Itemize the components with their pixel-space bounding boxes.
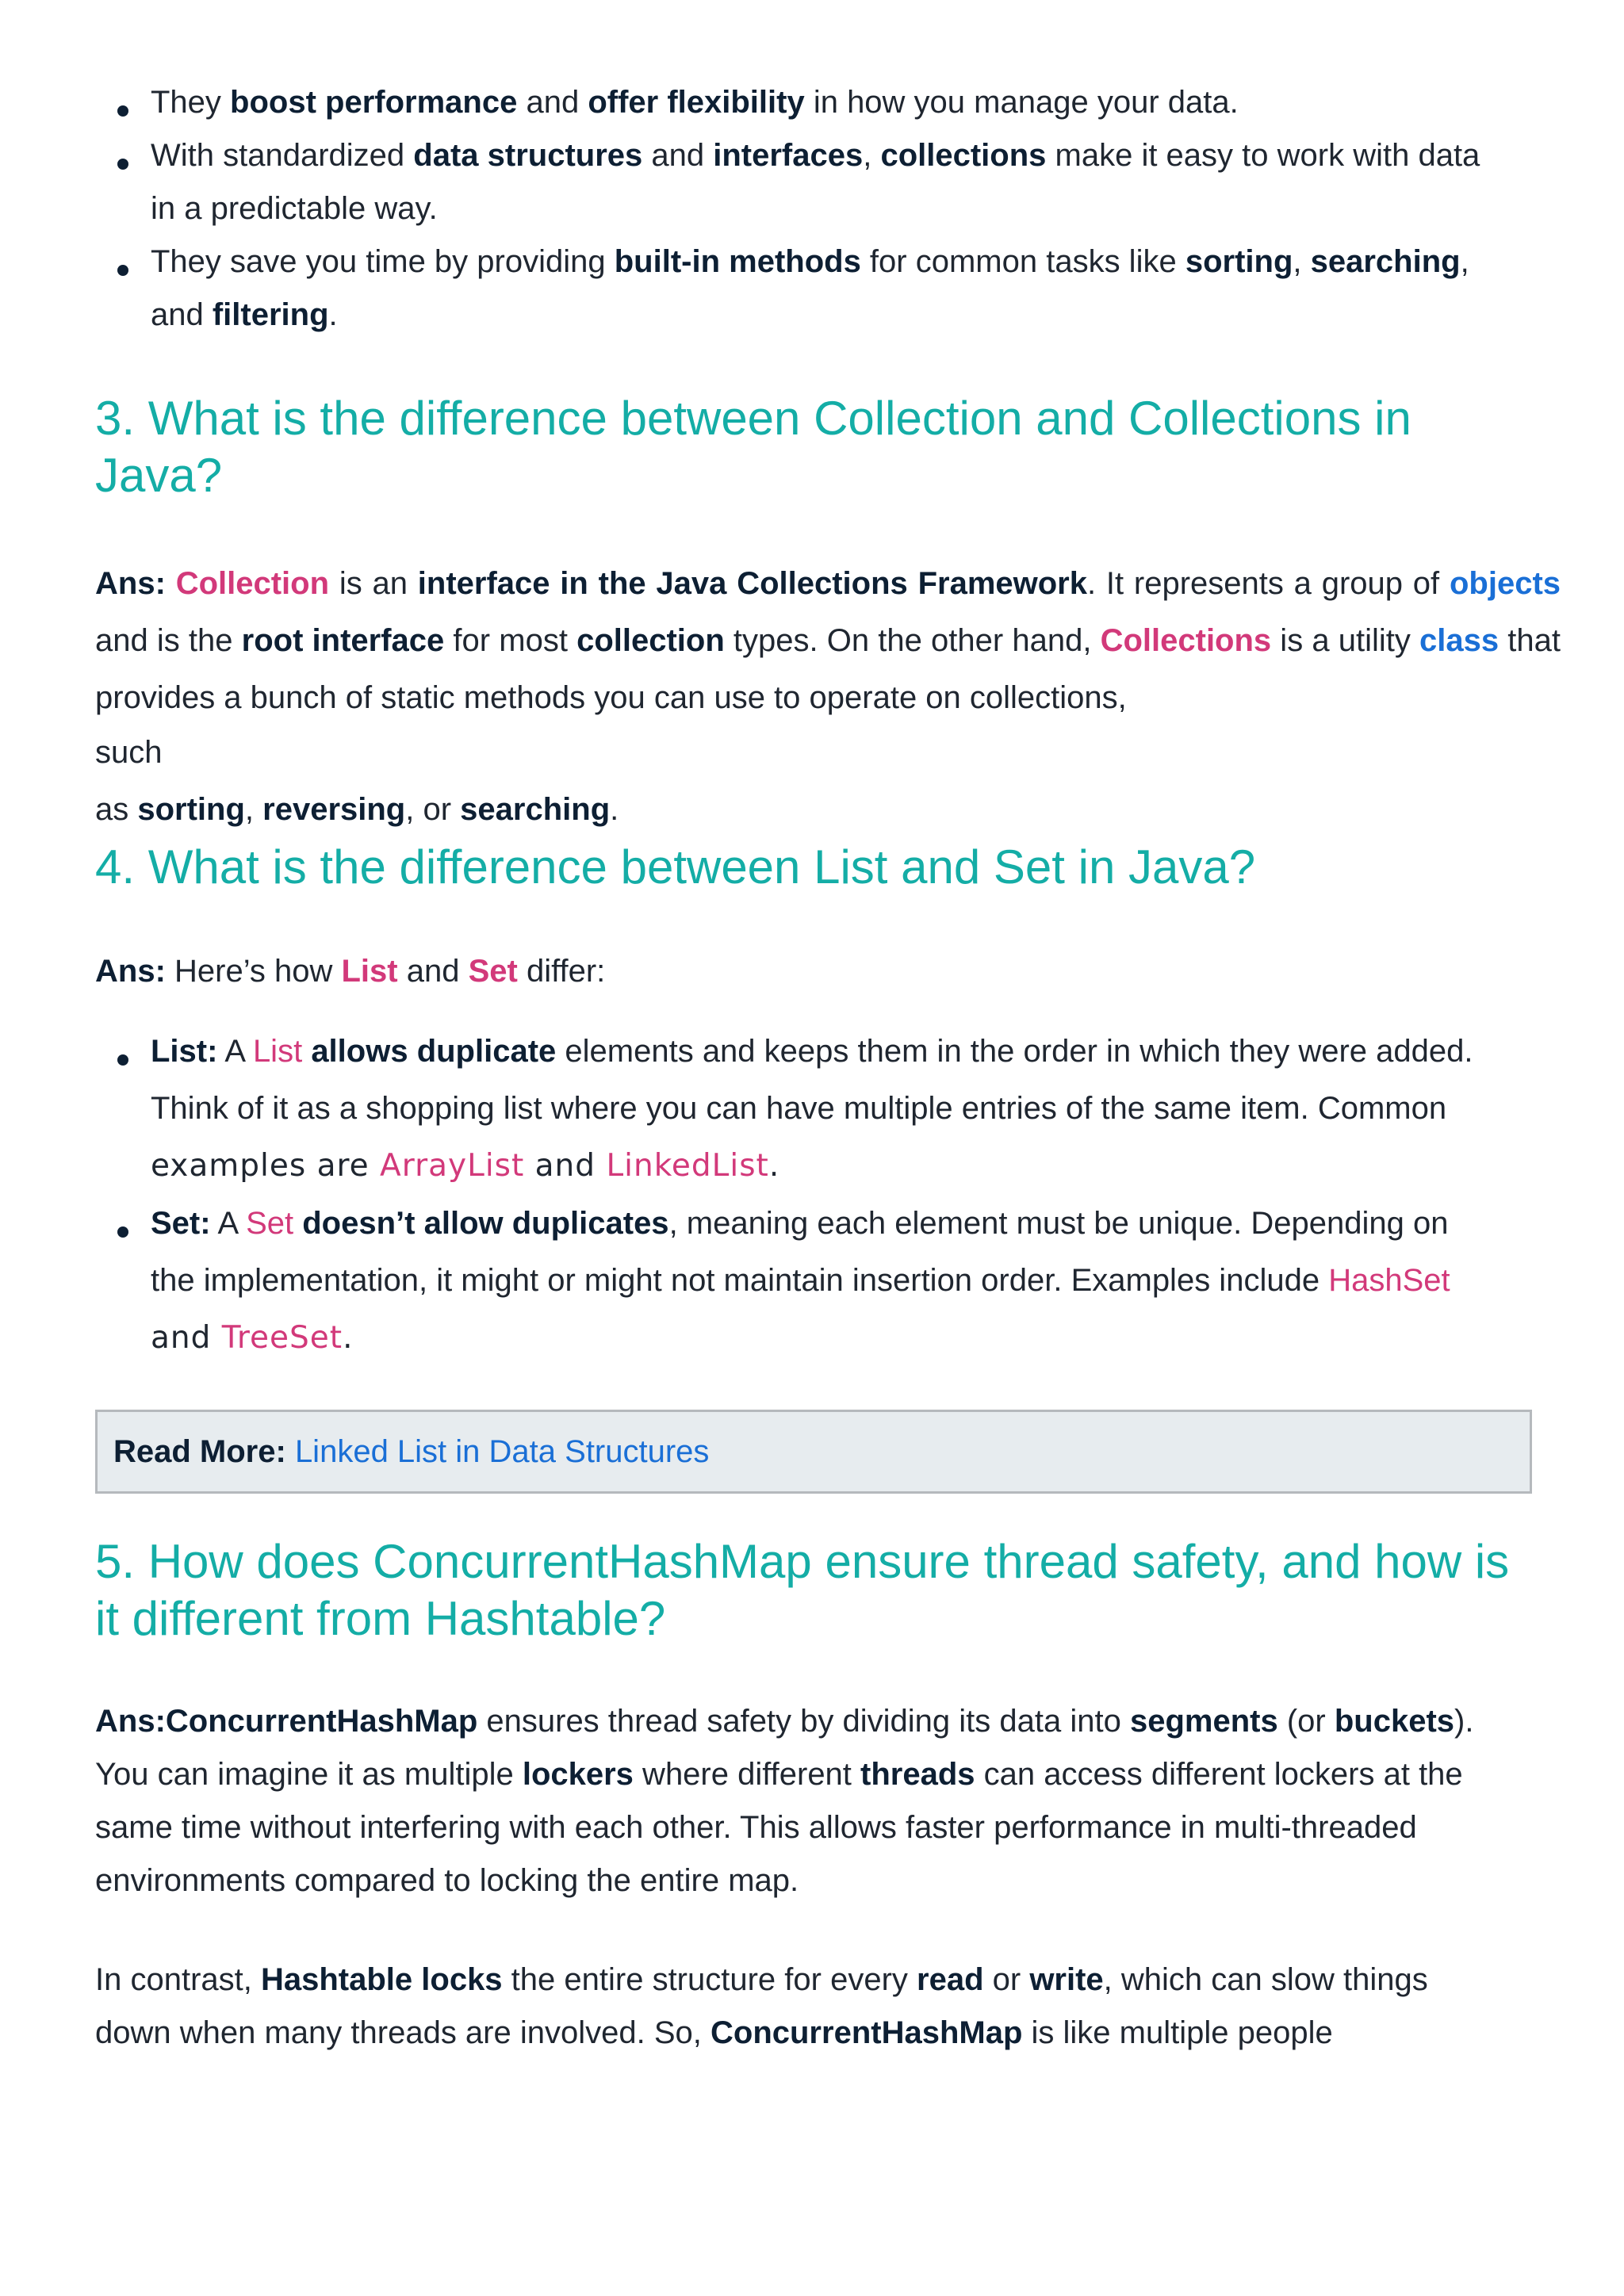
text: same time without interfering with each other. This allows faster performance in multi-threaded <box>95 1810 1417 1845</box>
bold-text: doesn’t allow duplicates <box>302 1206 669 1241</box>
text: A <box>217 1034 253 1069</box>
highlight-term: objects <box>1449 566 1561 601</box>
text: , meaning each element must be unique. Depending on <box>668 1206 1449 1241</box>
text: , <box>1293 244 1311 279</box>
answer-label: Ans: <box>95 954 166 989</box>
benefits-list <box>95 76 1561 342</box>
section-heading-q3 <box>95 390 1561 504</box>
heading-line: 5. How does ConcurrentHashMap ensure thread safety, and how is <box>95 1535 1510 1588</box>
text: A <box>210 1206 247 1241</box>
bold-text: threads <box>860 1757 975 1792</box>
heading-line: 3. What is the difference between Collection and Collections in <box>95 392 1411 445</box>
text: and is the <box>95 623 242 658</box>
highlight-term: List <box>252 1034 303 1069</box>
text: You can imagine it as multiple <box>95 1757 523 1792</box>
text: and <box>642 138 714 173</box>
bold-text: root interface <box>241 623 445 658</box>
text: the implementation, it might or might not maintain insertion order. Examples include <box>151 1263 1329 1298</box>
highlight-term: class <box>1419 623 1500 658</box>
text: for common tasks like <box>860 244 1185 279</box>
text: Here’s how <box>165 954 342 989</box>
bold-text: buckets <box>1334 1704 1455 1739</box>
highlight-term: Set <box>246 1206 294 1241</box>
bold-text: Hashtable locks <box>260 1962 503 1997</box>
text: . <box>610 792 619 827</box>
list-item <box>95 129 1561 235</box>
section-heading-q5 <box>95 1533 1561 1647</box>
text: , or <box>405 792 461 827</box>
text: They <box>151 85 231 120</box>
text: In contrast, <box>95 1962 261 1997</box>
text: and <box>151 1320 222 1356</box>
text: . <box>768 1148 780 1184</box>
bold-text: Ans:ConcurrentHashMap <box>95 1704 478 1739</box>
heading-line: Java? <box>95 449 223 502</box>
text <box>302 1034 311 1069</box>
text: examples are <box>151 1148 381 1184</box>
text: , <box>244 792 263 827</box>
bold-text: allows duplicate <box>311 1034 557 1069</box>
bullet-icon <box>117 1226 128 1238</box>
highlight-term: List <box>341 954 398 989</box>
text: With standardized <box>151 138 414 173</box>
highlight-term: Collection <box>175 566 330 601</box>
bold-text: lockers <box>522 1757 634 1792</box>
text: and <box>524 1148 607 1184</box>
item-label: List: <box>151 1034 218 1069</box>
read-more-link[interactable]: Linked List in Data Structures <box>294 1434 710 1469</box>
bold-text: read <box>917 1962 984 1997</box>
highlight-term: ArrayList <box>380 1148 525 1184</box>
item-label: Set: <box>151 1206 211 1241</box>
q3-answer-tail <box>95 724 1561 838</box>
bold-text: segments <box>1129 1704 1278 1739</box>
list-vs-set-list <box>95 1023 1561 1367</box>
text: environments compared to locking the entire map. <box>95 1863 799 1898</box>
examples-line <box>151 1320 354 1356</box>
heading-line: it different from Hashtable? <box>95 1592 666 1645</box>
bold-text: interfaces <box>713 138 864 173</box>
text: ensures thread safety by dividing its data into <box>477 1704 1130 1739</box>
bold-text: filtering <box>212 297 329 332</box>
text: as <box>95 792 138 827</box>
bold-text: write <box>1029 1962 1104 1997</box>
text: in how you manage your data. <box>804 85 1239 120</box>
text: ). <box>1454 1704 1474 1739</box>
text <box>293 1206 302 1241</box>
q5-answer-paragraph <box>95 1695 1561 1908</box>
text: is an <box>329 566 418 601</box>
text: make it easy to work with data <box>1046 138 1480 173</box>
text: . <box>328 297 338 332</box>
text: is a <box>1271 623 1330 658</box>
bold-text: searching <box>460 792 611 827</box>
list-item <box>95 235 1561 342</box>
bullet-icon <box>117 105 128 117</box>
bold-text: built-in methods <box>614 244 861 279</box>
text: that provides a bunch of static methods you can use to operate on collections, <box>95 623 1561 715</box>
highlight-term: Collections <box>1100 623 1272 658</box>
section-heading-q4 <box>95 839 1561 896</box>
text: and <box>397 954 469 989</box>
highlight-term: LinkedList <box>606 1148 769 1184</box>
text: such <box>95 735 163 770</box>
bold-text: boost performance <box>230 85 518 120</box>
text: the entire structure for every <box>502 1962 917 1997</box>
text: types. On the other hand, <box>724 623 1101 658</box>
text: in a predictable way. <box>151 191 438 226</box>
text: and <box>151 297 213 332</box>
heading-line: 4. What is the difference between List and Set in Java? <box>95 840 1256 894</box>
text: . It represents a group of <box>1087 566 1440 601</box>
bold-text: collection <box>576 623 725 658</box>
text: Think of it as a shopping list where you can have multiple entries of the same item. Common <box>151 1091 1447 1126</box>
text: elements and keeps them in the order in which they were added. <box>556 1034 1473 1069</box>
highlight-term: TreeSet <box>221 1320 343 1356</box>
text: . <box>343 1320 354 1356</box>
text: down when many threads are involved. So, <box>95 2015 710 2050</box>
answer-label: Ans: <box>95 566 166 601</box>
text: for most <box>444 623 577 658</box>
bold-text: offer flexibility <box>588 85 805 120</box>
examples-line <box>151 1148 779 1184</box>
highlight-term: Set <box>468 954 518 989</box>
q4-intro <box>95 945 1561 998</box>
text: or <box>983 1962 1030 1997</box>
text: (or <box>1277 1704 1335 1739</box>
text: utility <box>1338 623 1420 658</box>
text: They save you time by providing <box>151 244 615 279</box>
bold-text: sorting <box>137 792 245 827</box>
text: differ: <box>517 954 606 989</box>
bold-text: interface in the Java Collections Framework <box>417 566 1087 601</box>
text: where different <box>633 1757 861 1792</box>
bullet-icon <box>117 265 128 276</box>
read-more-callout <box>95 1410 1532 1494</box>
list-item <box>95 1023 1561 1195</box>
text: is like multiple people <box>1022 2015 1333 2050</box>
text: , <box>1460 244 1469 279</box>
text: and <box>517 85 588 120</box>
list-item <box>95 1195 1561 1367</box>
text: , which can slow things <box>1103 1962 1428 1997</box>
list-item <box>95 76 1561 129</box>
text: , <box>863 138 881 173</box>
bold-text: data structures <box>413 138 643 173</box>
highlight-term: HashSet <box>1328 1263 1450 1298</box>
text: can access different lockers at the <box>975 1757 1463 1792</box>
bold-text: searching <box>1310 244 1461 279</box>
bold-text: ConcurrentHashMap <box>710 2015 1023 2050</box>
read-more-label: Read More: <box>113 1434 286 1469</box>
bold-text: reversing <box>262 792 406 827</box>
bullet-icon <box>117 1054 128 1066</box>
bold-text: sorting <box>1185 244 1293 279</box>
q3-answer-paragraph <box>95 555 1561 726</box>
q5-contrast-paragraph <box>95 1954 1561 2060</box>
bold-text: collections <box>880 138 1047 173</box>
bullet-icon <box>117 159 128 170</box>
